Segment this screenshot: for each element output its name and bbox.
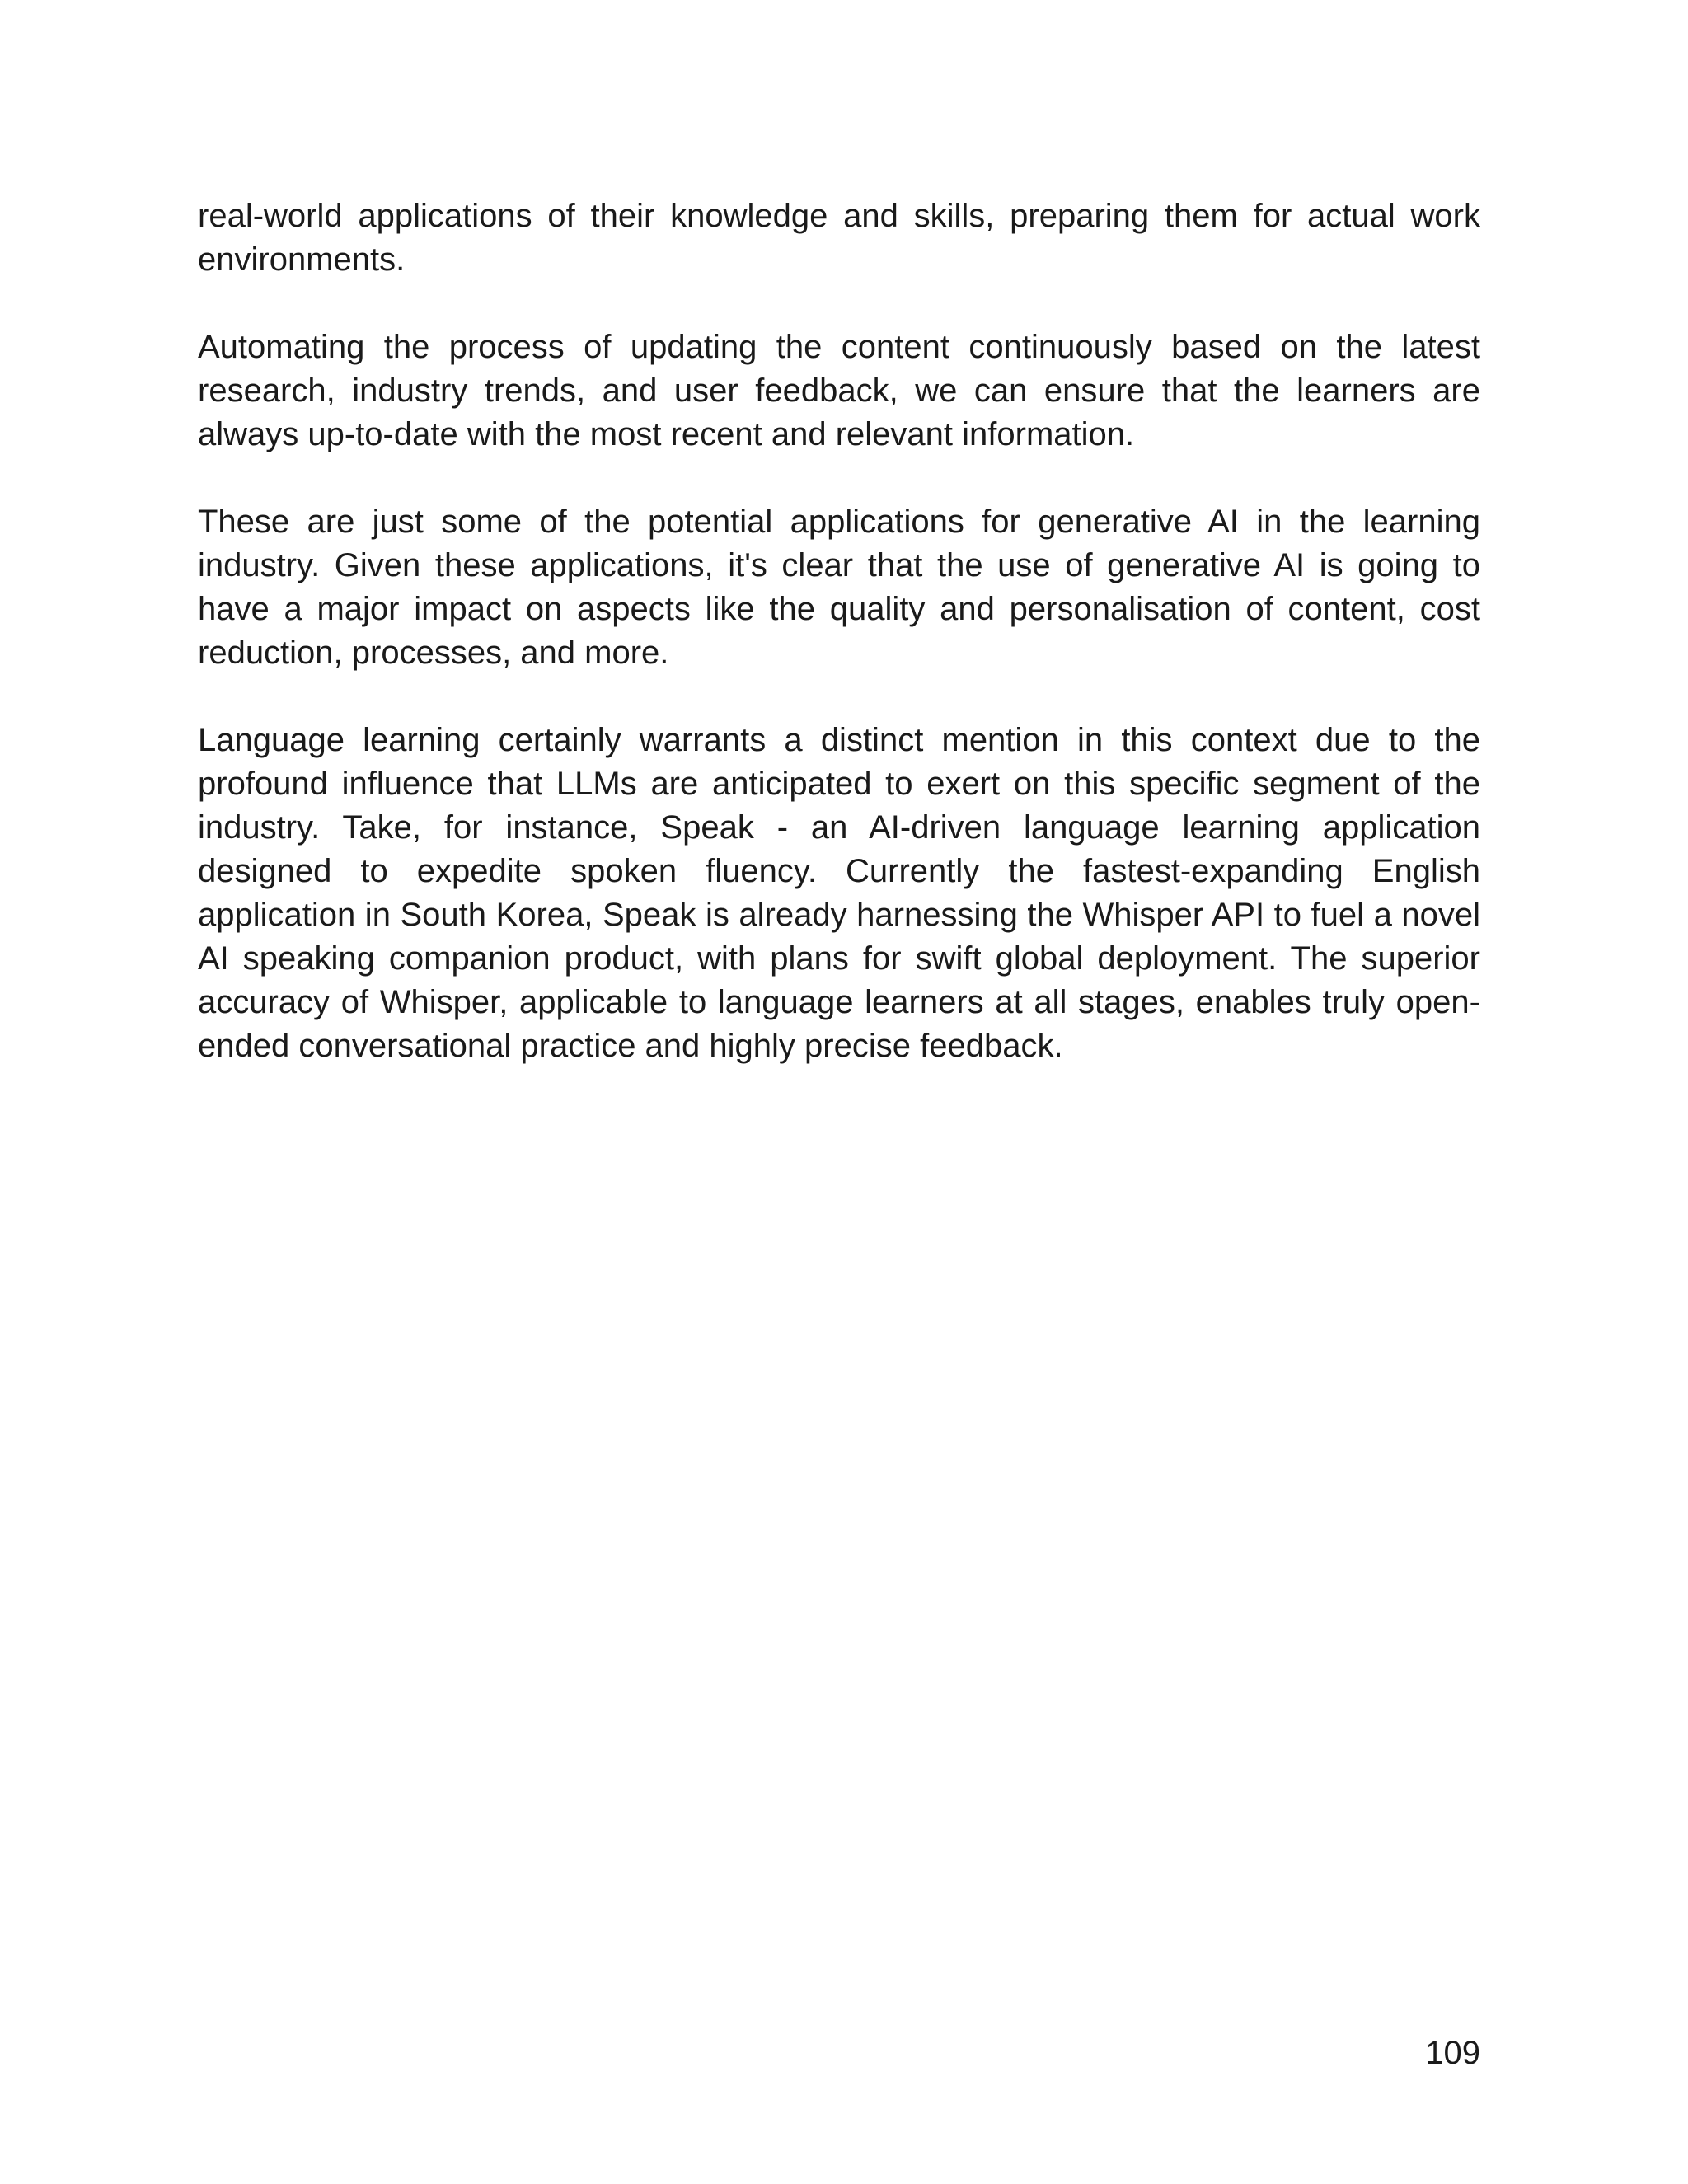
body-text (198, 194, 1480, 1068)
paragraph-2: Automating the process of updating the content continuously based on the latest research, industry trends, and user feedback, we can ensure that the learners are always up-to-date with the most recent and relevant information. (198, 329, 1480, 452)
paragraph-1: real-world applications of their knowledge and skills, preparing them for actual work environments. (198, 198, 1480, 278)
paragraph-3: These are just some of the potential applications for generative AI in the learning industry. Given these applications, it's clear that the use of generative AI is going to have a major impact on aspects like the quality and personalisation of content, cost reduction, processes, and more. (198, 504, 1480, 671)
paragraph-4: Language learning certainly warrants a distinct mention in this context due to the profound influence that LLMs are anticipated to exert on this specific segment of the industry. Take, for instance, Speak - an AI-driven language learning application designed to expedite spoken fluency. Currently the fastest-expanding English application in South Korea, Speak is already harnessing the Whisper API to fuel a novel AI speaking companion product, with plans for swift global deployment. The superior accuracy of Whisper, applicable to language learners at all stages, enables truly open-ended conversational practice and highly precise feedback. (198, 722, 1480, 1064)
page-number: 109 (1425, 2035, 1480, 2071)
